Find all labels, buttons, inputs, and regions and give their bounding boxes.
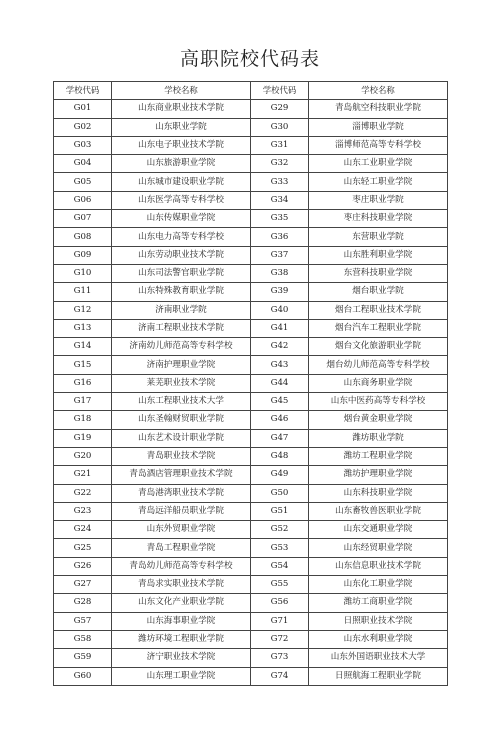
cell-name-left: 山东外贸职业学院 [112, 521, 251, 539]
table-row [54, 393, 448, 411]
cell-code-left: G09 [54, 246, 112, 264]
cell-code-right: G37 [251, 246, 309, 264]
cell-name-right: 青岛航空科技职业学院 [309, 100, 448, 118]
header-name-left: 学校名称 [112, 82, 251, 100]
cell-code-right: G56 [251, 594, 309, 612]
cell-code-left: G57 [54, 612, 112, 630]
cell-name-right: 潍坊工商职业学院 [309, 594, 448, 612]
cell-name-left: 青岛职业技术学院 [112, 447, 251, 465]
cell-code-left: G06 [54, 191, 112, 209]
cell-code-left: G26 [54, 557, 112, 575]
cell-name-left: 济南幼儿师范高等专科学校 [112, 338, 251, 356]
cell-code-right: G45 [251, 393, 309, 411]
cell-name-left: 山东城市建设职业学院 [112, 173, 251, 191]
cell-code-right: G43 [251, 356, 309, 374]
cell-name-left: 山东劳动职业技术学院 [112, 246, 251, 264]
cell-name-right: 日照航海工程职业学院 [309, 667, 448, 685]
table-row [54, 136, 448, 154]
cell-code-right: G51 [251, 502, 309, 520]
cell-code-left: G24 [54, 521, 112, 539]
table-row [54, 484, 448, 502]
cell-code-left: G58 [54, 630, 112, 648]
cell-name-right: 山东信息职业技术学院 [309, 557, 448, 575]
cell-code-right: G40 [251, 301, 309, 319]
document-title: 高职院校代码表 [179, 48, 320, 70]
table-row [54, 374, 448, 392]
cell-name-left: 山东传媒职业学院 [112, 210, 251, 228]
cell-name-right: 烟台职业学院 [309, 283, 448, 301]
cell-code-left: G17 [54, 393, 112, 411]
cell-name-right: 烟台黄金职业学院 [309, 411, 448, 429]
cell-name-left: 山东司法警官职业学院 [112, 264, 251, 282]
cell-code-right: G46 [251, 411, 309, 429]
cell-name-right: 枣庄职业学院 [309, 191, 448, 209]
cell-code-right: G53 [251, 539, 309, 557]
cell-code-right: G52 [251, 521, 309, 539]
cell-name-left: 山东工程职业技术大学 [112, 393, 251, 411]
cell-name-left: 青岛港湾职业技术学院 [112, 484, 251, 502]
cell-name-left: 山东电力高等专科学校 [112, 228, 251, 246]
cell-name-right: 山东交通职业学院 [309, 521, 448, 539]
table-row [54, 612, 448, 630]
cell-name-left: 青岛酒店管理职业技术学院 [112, 466, 251, 484]
cell-code-right: G49 [251, 466, 309, 484]
cell-code-right: G30 [251, 118, 309, 136]
cell-name-left: 山东理工职业学院 [112, 667, 251, 685]
cell-name-right: 山东轻工职业学院 [309, 173, 448, 191]
table-header-row [54, 82, 448, 100]
cell-name-left: 青岛幼儿师范高等专科学校 [112, 557, 251, 575]
cell-code-right: G72 [251, 630, 309, 648]
cell-name-right: 山东商务职业学院 [309, 374, 448, 392]
cell-name-left: 莱芜职业技术学院 [112, 374, 251, 392]
cell-code-right: G73 [251, 649, 309, 667]
cell-name-right: 烟台幼儿师范高等专科学校 [309, 356, 448, 374]
cell-code-left: G18 [54, 411, 112, 429]
cell-name-left: 济南护理职业学院 [112, 356, 251, 374]
cell-code-left: G15 [54, 356, 112, 374]
cell-code-left: G01 [54, 100, 112, 118]
cell-name-left: 济宁职业技术学院 [112, 649, 251, 667]
cell-code-right: G39 [251, 283, 309, 301]
cell-name-right: 东营科技职业学院 [309, 264, 448, 282]
cell-name-right: 山东科技职业学院 [309, 484, 448, 502]
table-row [54, 411, 448, 429]
cell-name-left: 山东文化产业职业学院 [112, 594, 251, 612]
table-row [54, 118, 448, 136]
cell-code-left: G02 [54, 118, 112, 136]
cell-name-right: 山东外国语职业技术大学 [309, 649, 448, 667]
cell-name-left: 济南工程职业技术学院 [112, 319, 251, 337]
cell-code-left: G07 [54, 210, 112, 228]
cell-name-left: 济南职业学院 [112, 301, 251, 319]
cell-name-right: 山东水利职业学院 [309, 630, 448, 648]
table-row [54, 521, 448, 539]
cell-code-right: G29 [251, 100, 309, 118]
table-row [54, 557, 448, 575]
cell-name-right: 淄博职业学院 [309, 118, 448, 136]
cell-name-left: 山东医学高等专科学校 [112, 191, 251, 209]
cell-code-left: G10 [54, 264, 112, 282]
table-row [54, 301, 448, 319]
cell-code-right: G50 [251, 484, 309, 502]
table-row [54, 283, 448, 301]
cell-code-left: G11 [54, 283, 112, 301]
cell-name-right: 山东工业职业学院 [309, 155, 448, 173]
table-row [54, 576, 448, 594]
cell-name-left: 青岛求实职业技术学院 [112, 576, 251, 594]
table-row [54, 210, 448, 228]
table-row [54, 630, 448, 648]
header-name-right: 学校名称 [309, 82, 448, 100]
table-row [54, 667, 448, 685]
cell-code-right: G42 [251, 338, 309, 356]
cell-name-right: 烟台文化旅游职业学院 [309, 338, 448, 356]
cell-code-right: G41 [251, 319, 309, 337]
cell-code-left: G19 [54, 429, 112, 447]
cell-code-right: G44 [251, 374, 309, 392]
cell-name-left: 青岛工程职业学院 [112, 539, 251, 557]
cell-code-left: G27 [54, 576, 112, 594]
cell-code-left: G12 [54, 301, 112, 319]
table-row [54, 429, 448, 447]
cell-name-right: 山东中医药高等专科学校 [309, 393, 448, 411]
cell-code-left: G25 [54, 539, 112, 557]
cell-name-right: 枣庄科技职业学院 [309, 210, 448, 228]
cell-code-right: G71 [251, 612, 309, 630]
cell-code-right: G74 [251, 667, 309, 685]
cell-code-right: G55 [251, 576, 309, 594]
table-row [54, 191, 448, 209]
cell-name-right: 烟台汽车工程职业学院 [309, 319, 448, 337]
table-row [54, 319, 448, 337]
cell-name-left: 山东商业职业技术学院 [112, 100, 251, 118]
cell-code-right: G36 [251, 228, 309, 246]
cell-code-left: G13 [54, 319, 112, 337]
cell-code-left: G08 [54, 228, 112, 246]
cell-name-left: 潍坊环境工程职业学院 [112, 630, 251, 648]
table-row [54, 173, 448, 191]
cell-code-right: G31 [251, 136, 309, 154]
cell-code-right: G54 [251, 557, 309, 575]
table-row [54, 338, 448, 356]
table-row [54, 594, 448, 612]
table-row [54, 100, 448, 118]
cell-code-right: G47 [251, 429, 309, 447]
cell-name-right: 潍坊护理职业学院 [309, 466, 448, 484]
cell-code-right: G48 [251, 447, 309, 465]
table-row [54, 356, 448, 374]
cell-name-right: 淄博师范高等专科学校 [309, 136, 448, 154]
cell-code-right: G38 [251, 264, 309, 282]
table-row [54, 466, 448, 484]
cell-code-left: G59 [54, 649, 112, 667]
header-code-left: 学校代码 [54, 82, 112, 100]
cell-name-right: 山东化工职业学院 [309, 576, 448, 594]
cell-code-left: G60 [54, 667, 112, 685]
table-row [54, 228, 448, 246]
cell-name-right: 山东畜牧兽医职业学院 [309, 502, 448, 520]
cell-name-left: 山东圣翰财贸职业学院 [112, 411, 251, 429]
cell-code-left: G22 [54, 484, 112, 502]
cell-name-right: 山东胜利职业学院 [309, 246, 448, 264]
cell-name-left: 青岛远洋船员职业学院 [112, 502, 251, 520]
cell-code-left: G14 [54, 338, 112, 356]
cell-code-left: G16 [54, 374, 112, 392]
table-row [54, 539, 448, 557]
table-row [54, 649, 448, 667]
table-row [54, 502, 448, 520]
cell-code-right: G34 [251, 191, 309, 209]
cell-code-left: G20 [54, 447, 112, 465]
table-row [54, 264, 448, 282]
cell-name-left: 山东电子职业技术学院 [112, 136, 251, 154]
cell-code-left: G23 [54, 502, 112, 520]
school-code-table [53, 81, 448, 686]
table-row [54, 155, 448, 173]
cell-name-right: 烟台工程职业技术学院 [309, 301, 448, 319]
cell-name-left: 山东艺术设计职业学院 [112, 429, 251, 447]
table-row [54, 246, 448, 264]
cell-code-right: G33 [251, 173, 309, 191]
header-code-right: 学校代码 [251, 82, 309, 100]
cell-name-left: 山东职业学院 [112, 118, 251, 136]
table-row [54, 447, 448, 465]
cell-name-left: 山东海事职业学院 [112, 612, 251, 630]
cell-code-left: G04 [54, 155, 112, 173]
cell-code-right: G32 [251, 155, 309, 173]
cell-name-right: 潍坊工程职业学院 [309, 447, 448, 465]
cell-code-left: G03 [54, 136, 112, 154]
table-body [54, 100, 448, 686]
cell-code-right: G35 [251, 210, 309, 228]
cell-code-left: G05 [54, 173, 112, 191]
cell-code-left: G21 [54, 466, 112, 484]
cell-code-left: G28 [54, 594, 112, 612]
cell-name-right: 山东经贸职业学院 [309, 539, 448, 557]
cell-name-left: 山东旅游职业学院 [112, 155, 251, 173]
cell-name-right: 潍坊职业学院 [309, 429, 448, 447]
cell-name-left: 山东特殊教育职业学院 [112, 283, 251, 301]
cell-name-right: 东营职业学院 [309, 228, 448, 246]
cell-name-right: 日照职业技术学院 [309, 612, 448, 630]
